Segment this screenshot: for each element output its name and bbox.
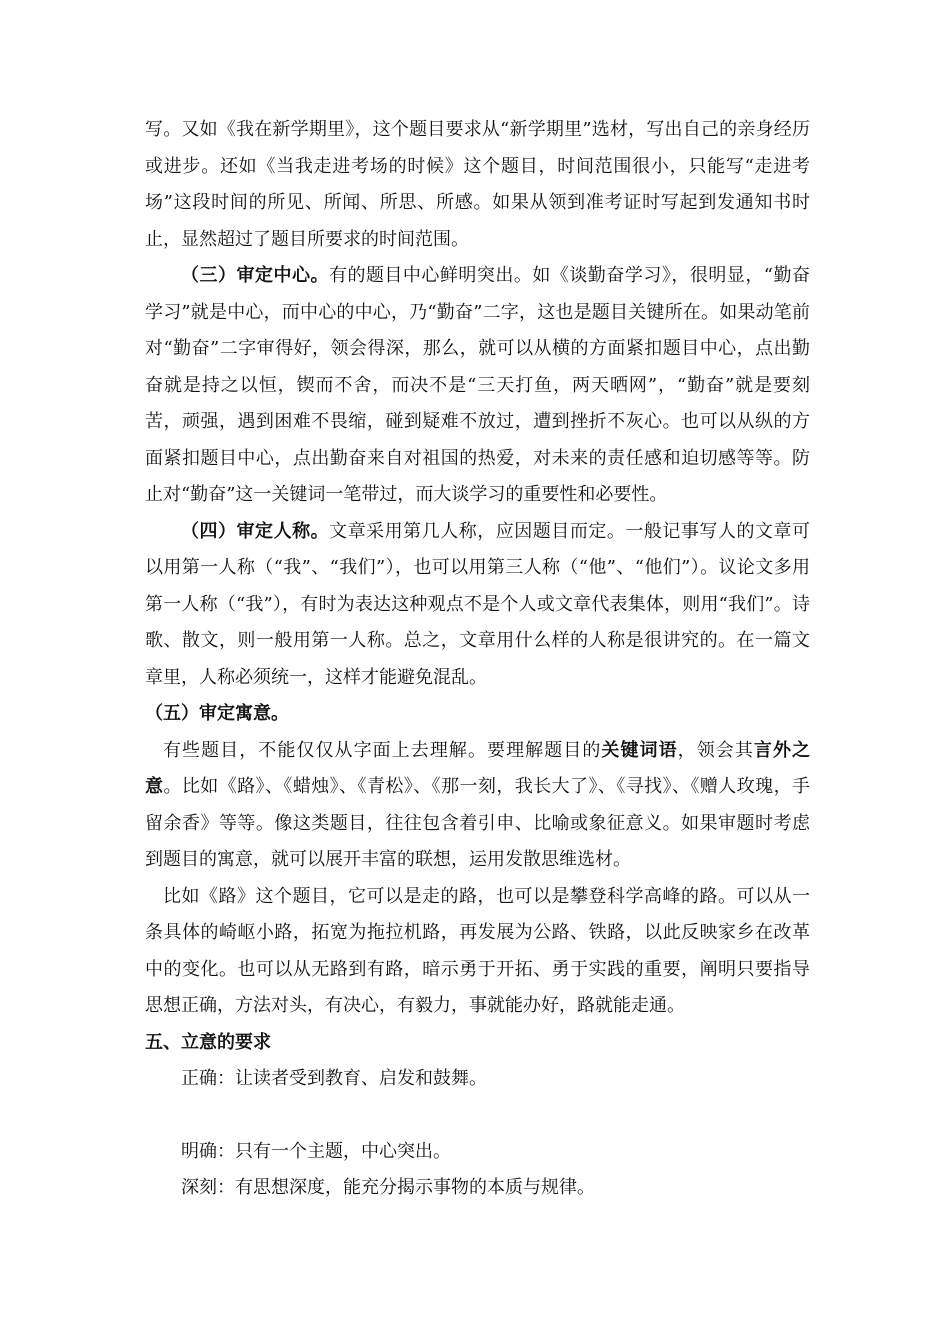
document-page (145, 112, 810, 1207)
blank-line (145, 1098, 810, 1134)
requirement-item-correct: 正确：让读者受到教育、启发和鼓舞。 (181, 1068, 487, 1089)
section-3-body: 有的题目中心鲜明突出。如《谈勤奋学习》，很明显，“勤奋学习”就是中心，而中心的中心，乃“勤奋”二字，这也是题目关键所在。如果动笔前对“勤奋”二字审得好，领会得深，那么，就可以从横的方面紧扣题目中心，点出勤奋就是持之以恒，锲而不舍，而决不是“三天打鱼，两天晒网”，“勤奋”就是要刻苦，顽强，遇到困难不畏缩，碰到疑难不放过，遭到挫折不灰心。也可以从纵的方面紧扣题目中心，点出勤奋来自对祖国的热爱，对未来的责任感和迫切感等等。防止对“勤奋”这一关键词一笔带过，而大谈学习的重要性和必要性。 (145, 265, 810, 505)
part-5-heading: 五、立意的要求 (145, 1031, 271, 1053)
requirement-item-deep: 深刻：有思想深度，能充分揭示事物的本质与规律。 (181, 1177, 595, 1198)
part-5-heading-line (145, 1025, 810, 1062)
section-4-body: 文章采用第几人称，应因题目而定。一般记事写人的文章可以用第一人称（“我”、“我们”），也可以用第三人称（“他”、“他们”）。议论文多用第一人称（“我”），有时为表达这种观点不是个人或文章代表集体，则用“我们”。诗歌、散文，则一般用第一人称。总之，文章用什么样的人称是很讲究的。在一篇文章里，人称必须统一，这样才能避免混乱。 (145, 520, 811, 688)
paragraph-time-range-continued: 写。又如《我在新学期里》，这个题目要求从“新学期里”选材，写出自己的亲身经历或进步。还如《当我走进考场的时候》这个题目，时间范围很小，只能写“走进考场”这段时间的所见、所闻、所思、所感。如果从领到准考证时写起到发通知书时止，显然超过了题目所要求的时间范围。 (145, 119, 810, 250)
section-3-heading: （三）审定中心。 (181, 265, 329, 286)
section-4-paragraph (145, 514, 810, 697)
section-5-paragraph-2: 比如《路》这个题目，它可以是走的路，也可以是攀登科学高峰的路。可以从一条具体的崎岖小路，拓宽为拖拉机路，再发展为公路、铁路，以此反映家乡在改革中的变化。也可以从无路到有路，暗示勇于开拓、勇于实践的重要，阐明只要指导思想正确，方法对头，有决心，有毅力，事就能办好，路就能走通。 (145, 885, 810, 1016)
requirement-item-clear: 明确：只有一个主题，中心突出。 (181, 1140, 451, 1162)
section-5-heading-line (145, 696, 810, 733)
keyword-key-phrase: 关键词语 (601, 739, 678, 761)
section-4-heading: （四）审定人称。 (181, 520, 330, 542)
section-5-text-a: 有些题目，不能仅仅从字面上去理解。要理解题目的 (163, 739, 602, 761)
section-5-text-d: 。比如《路》、《蜡烛》、《青松》、《那一刻，我长大了》、《寻找》、《赠人玫瑰，手留余香》等等。像这类题目，往往包含着引申、比喻或象征意义。如果审题时考虑到题目的寓意，就可以展开丰富的联想，运用发散思维选材。 (145, 776, 811, 870)
keyword-implied-meaning: 言外之意 (145, 739, 811, 797)
section-5-heading: （五）审定寓意。 (145, 703, 289, 724)
section-5-text-c: ，领会其 (677, 739, 754, 761)
section-3-paragraph (145, 258, 810, 514)
section-5-paragraph-1 (145, 733, 810, 879)
